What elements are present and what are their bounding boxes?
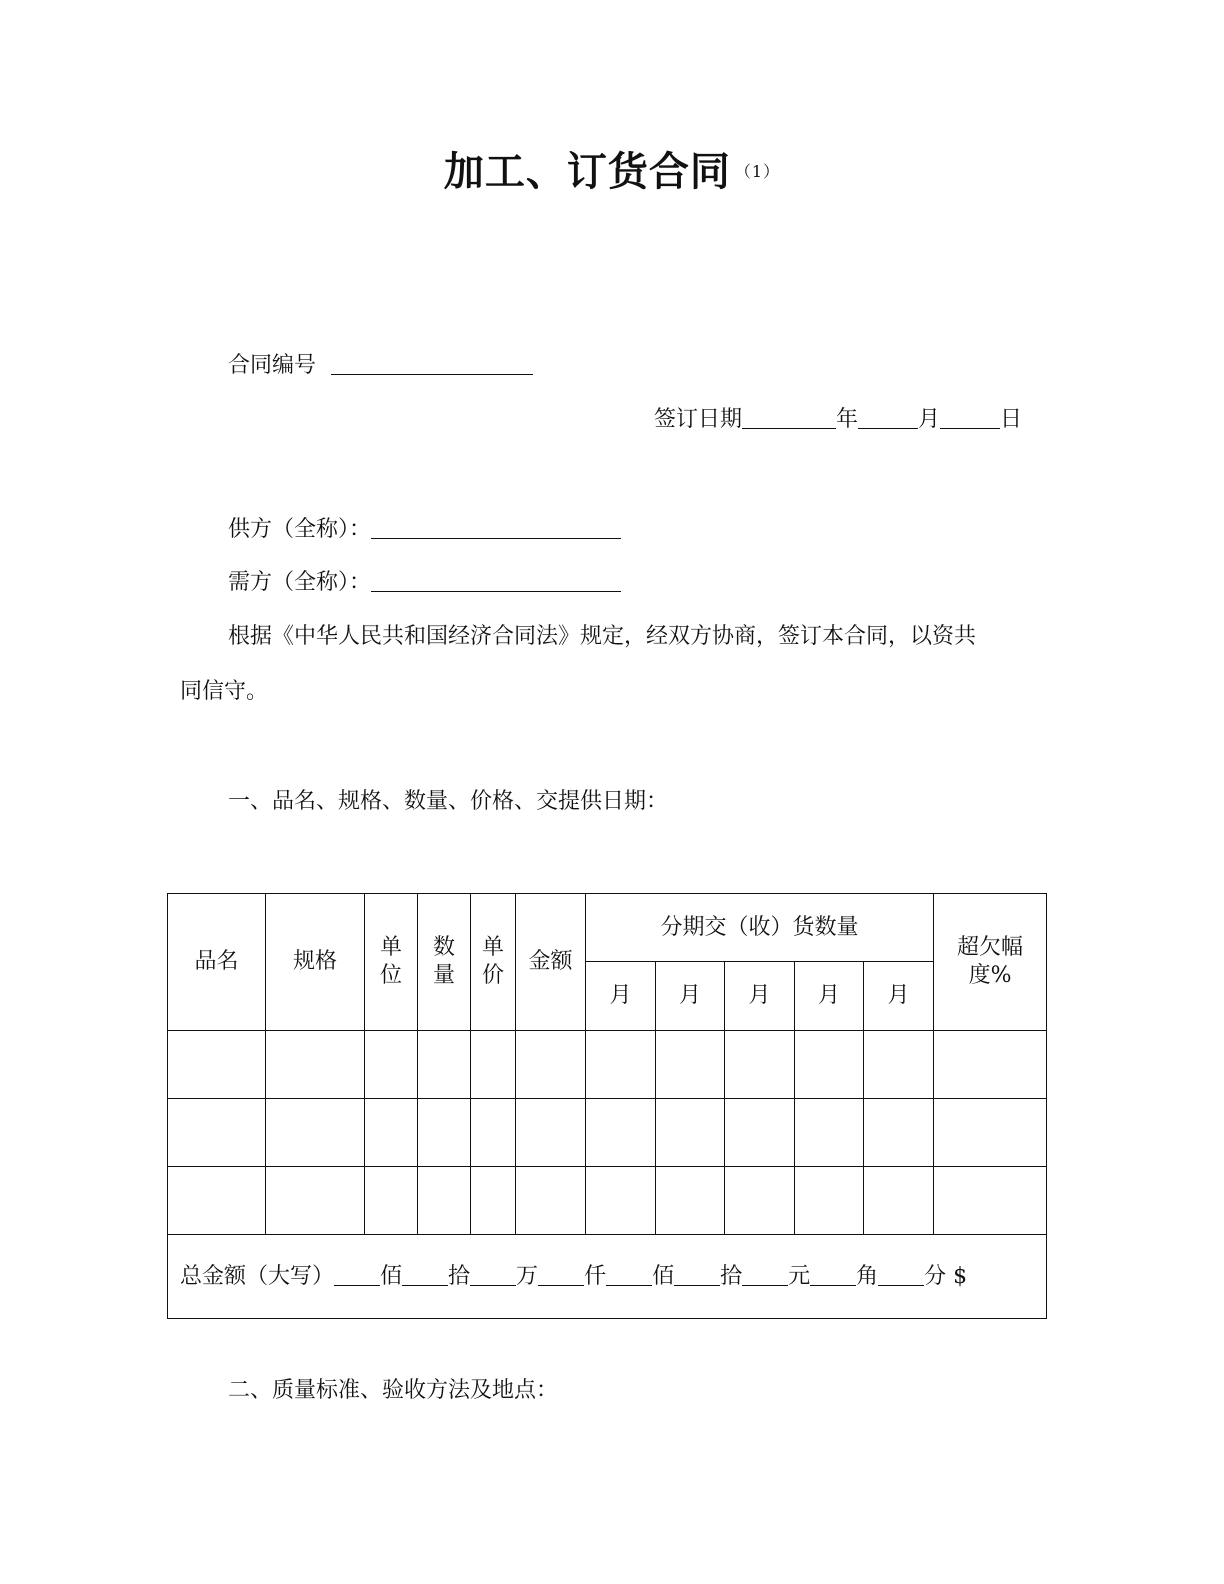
cell-product-name[interactable] xyxy=(168,1099,266,1167)
cell-quantity[interactable] xyxy=(418,1099,471,1167)
total-unit-fen: 分 xyxy=(924,1263,947,1289)
cell-unit[interactable] xyxy=(365,1031,418,1099)
header-month-1: 月 xyxy=(586,962,656,1031)
day-label: 日 xyxy=(1000,407,1023,432)
sign-date-label: 签订日期 xyxy=(654,407,743,432)
cell-month-2[interactable] xyxy=(656,1167,725,1235)
total-unit-tens: 拾 xyxy=(720,1263,743,1289)
header-tolerance xyxy=(934,894,1047,1031)
header-unit xyxy=(365,894,418,1031)
cell-tolerance[interactable] xyxy=(934,1031,1047,1099)
currency-symbol: $ xyxy=(953,1263,968,1289)
total-unit-ten-thousands: 万 xyxy=(516,1263,539,1289)
header-month-2: 月 xyxy=(656,962,725,1031)
total-blank-hundred-thousands[interactable] xyxy=(334,1265,380,1286)
header-unit-price xyxy=(471,894,516,1031)
supplier-name-field[interactable] xyxy=(371,516,621,539)
cell-amount[interactable] xyxy=(516,1031,586,1099)
cell-month-4[interactable] xyxy=(795,1099,864,1167)
intro-line-1: 根据《中华人民共和国经济合同法》规定，经双方协商，签订本合同，以资共 xyxy=(228,624,977,649)
contract-number-label: 合同编号 xyxy=(228,353,317,378)
cell-specification[interactable] xyxy=(266,1099,365,1167)
month-label: 月 xyxy=(918,407,941,432)
table-row xyxy=(168,1031,1047,1099)
cell-month-5[interactable] xyxy=(864,1167,934,1235)
total-unit-ten-thousands-tens: 拾 xyxy=(448,1263,471,1289)
cell-unit[interactable] xyxy=(365,1099,418,1167)
header-unit-price-line-2: 价 xyxy=(481,963,504,988)
sign-month-field[interactable] xyxy=(858,406,918,429)
title-text: 加工、订货合同 xyxy=(443,149,731,195)
table-row xyxy=(168,1099,1047,1167)
cell-month-1[interactable] xyxy=(586,1099,656,1167)
header-installments: 分期交（收）货数量 xyxy=(586,894,934,962)
header-month-3: 月 xyxy=(725,962,795,1031)
contract-number-row xyxy=(228,350,533,382)
buyer-label: 需方（全称）： xyxy=(228,570,372,595)
cell-month-3[interactable] xyxy=(725,1167,795,1235)
cell-unit-price[interactable] xyxy=(471,1167,516,1235)
header-quantity-line-1: 数 xyxy=(432,935,455,960)
buyer-row xyxy=(228,567,621,599)
sign-year-field[interactable] xyxy=(742,406,836,429)
title-suffix: （1） xyxy=(734,162,781,181)
cell-unit[interactable] xyxy=(365,1167,418,1235)
total-amount-label: 总金额（大写） xyxy=(180,1263,335,1289)
header-specification: 规格 xyxy=(266,894,365,1031)
cell-tolerance[interactable] xyxy=(934,1167,1047,1235)
header-quantity xyxy=(418,894,471,1031)
supplier-row xyxy=(228,514,621,546)
total-unit-hundreds: 佰 xyxy=(652,1263,675,1289)
cell-month-5[interactable] xyxy=(864,1031,934,1099)
section-2-heading: 二、质量标准、验收方法及地点： xyxy=(228,1378,559,1403)
total-blank-ten-thousands-tens[interactable] xyxy=(402,1265,448,1286)
buyer-name-field[interactable] xyxy=(371,569,621,592)
header-amount: 金额 xyxy=(516,894,586,1031)
cell-month-5[interactable] xyxy=(864,1099,934,1167)
cell-month-2[interactable] xyxy=(656,1031,725,1099)
header-tolerance-line-2: 度% xyxy=(968,963,1012,988)
total-blank-ten-thousands[interactable] xyxy=(470,1265,516,1286)
cell-product-name[interactable] xyxy=(168,1031,266,1099)
total-blank-thousands[interactable] xyxy=(538,1265,584,1286)
cell-quantity[interactable] xyxy=(418,1031,471,1099)
cell-month-3[interactable] xyxy=(725,1099,795,1167)
cell-month-1[interactable] xyxy=(586,1031,656,1099)
total-blank-hundreds[interactable] xyxy=(606,1265,652,1286)
header-unit-line-1: 单 xyxy=(379,935,402,960)
header-tolerance-line-1: 超欠幅 xyxy=(957,935,1024,960)
total-blank-yuan[interactable] xyxy=(742,1265,788,1286)
intro-line-2: 同信守。 xyxy=(180,679,269,704)
section-1-heading: 一、品名、规格、数量、价格、交提供日期： xyxy=(228,789,669,814)
cell-quantity[interactable] xyxy=(418,1167,471,1235)
sign-day-field[interactable] xyxy=(940,406,1000,429)
total-blank-tens[interactable] xyxy=(674,1265,720,1286)
cell-month-1[interactable] xyxy=(586,1167,656,1235)
cell-month-4[interactable] xyxy=(795,1167,864,1235)
total-unit-yuan: 元 xyxy=(788,1263,811,1289)
cell-amount[interactable] xyxy=(516,1167,586,1235)
cell-amount[interactable] xyxy=(516,1099,586,1167)
total-unit-jiao: 角 xyxy=(856,1263,879,1289)
total-unit-hundred-thousands: 佰 xyxy=(380,1263,403,1289)
cell-tolerance[interactable] xyxy=(934,1099,1047,1167)
cell-month-3[interactable] xyxy=(725,1031,795,1099)
header-month-4: 月 xyxy=(795,962,864,1031)
header-row-1 xyxy=(168,894,1047,962)
cell-product-name[interactable] xyxy=(168,1167,266,1235)
header-product-name: 品名 xyxy=(168,894,266,1031)
cell-month-4[interactable] xyxy=(795,1031,864,1099)
supplier-label: 供方（全称）： xyxy=(228,517,372,542)
cell-specification[interactable] xyxy=(266,1031,365,1099)
cell-specification[interactable] xyxy=(266,1167,365,1235)
cell-month-2[interactable] xyxy=(656,1099,725,1167)
header-unit-line-2: 位 xyxy=(379,963,402,988)
contract-number-field[interactable] xyxy=(331,352,533,375)
year-label: 年 xyxy=(836,407,859,432)
page-title xyxy=(0,142,1224,202)
total-row xyxy=(168,1235,1047,1319)
table-row xyxy=(168,1167,1047,1235)
total-unit-thousands: 仟 xyxy=(584,1263,607,1289)
header-quantity-line-2: 量 xyxy=(432,963,455,988)
sign-date-row xyxy=(654,404,1022,436)
cell-unit-price[interactable] xyxy=(471,1099,516,1167)
cell-unit-price[interactable] xyxy=(471,1031,516,1099)
header-month-5: 月 xyxy=(864,962,934,1031)
header-unit-price-line-1: 单 xyxy=(481,935,504,960)
total-blank-jiao[interactable] xyxy=(810,1265,856,1286)
total-blank-fen[interactable] xyxy=(878,1265,924,1286)
total-amount-cell xyxy=(168,1235,1047,1319)
order-table xyxy=(167,893,1047,1319)
